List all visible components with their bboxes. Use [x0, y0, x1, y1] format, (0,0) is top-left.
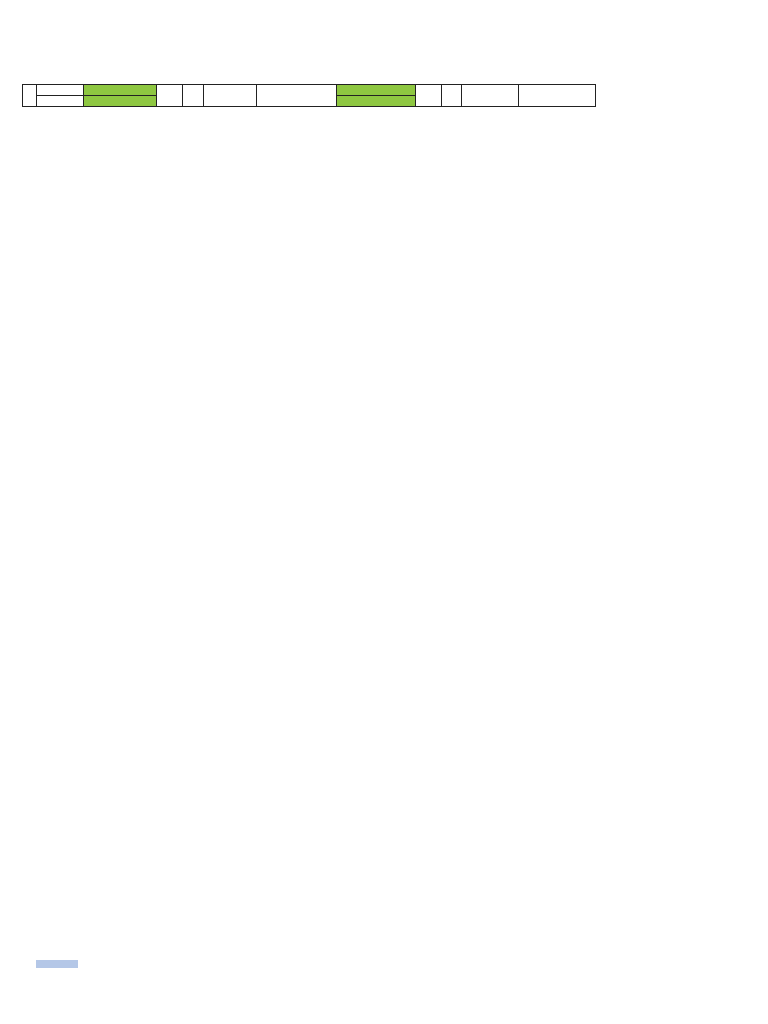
finger-legend-swatch [36, 960, 78, 968]
asisten-header-1 [257, 85, 337, 107]
dosen-header-1 [204, 85, 257, 107]
praktikum-header [37, 96, 84, 107]
dosen-header-2 [462, 85, 519, 107]
jam-header [37, 85, 84, 96]
sks-header-2 [416, 85, 442, 107]
smt-header-1 [183, 85, 204, 107]
ruang-atas-header [84, 85, 157, 96]
lab-atas-header [84, 96, 157, 107]
asisten-header-2 [519, 85, 596, 107]
lab-bawah-header [337, 96, 416, 107]
ruang-bawah-header [337, 85, 416, 96]
smt-header-2 [442, 85, 462, 107]
schedule-table-top [22, 84, 596, 107]
hari-header [23, 85, 37, 107]
sks-header-1 [157, 85, 183, 107]
